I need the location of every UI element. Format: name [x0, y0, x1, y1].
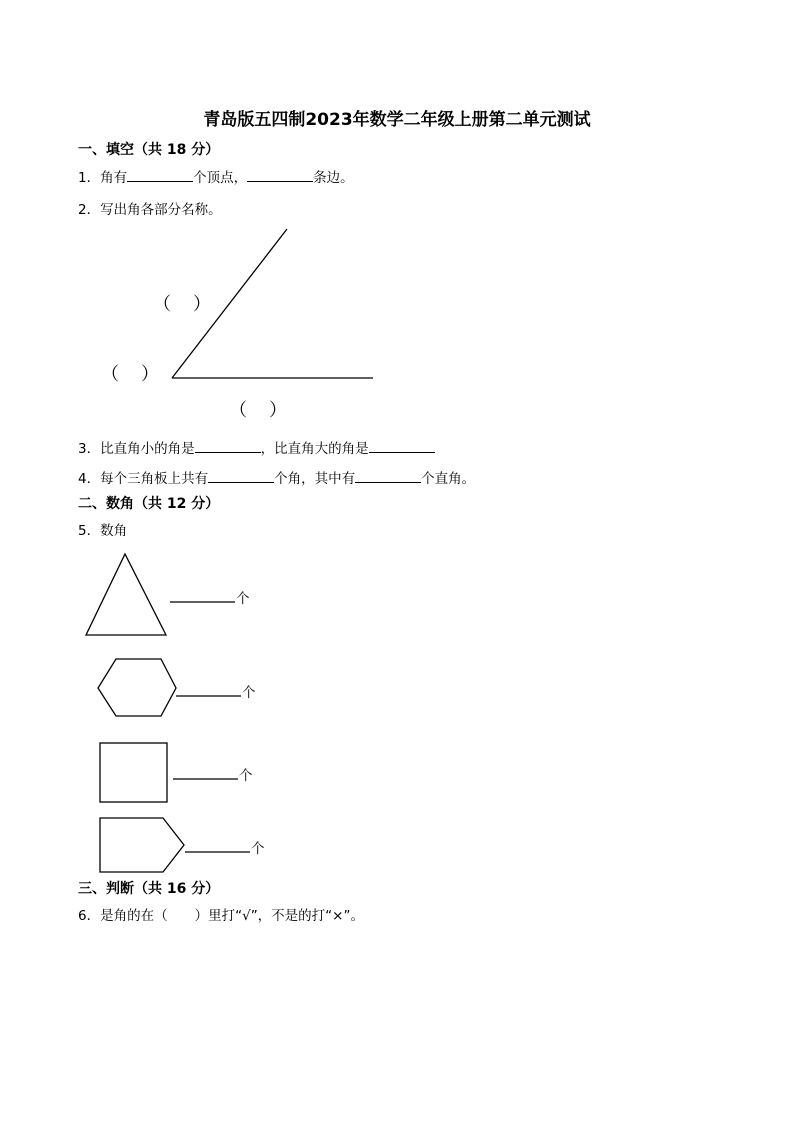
- paren-bottom-side-label[interactable]: （ ）: [229, 400, 287, 421]
- answer-blank[interactable]: [355, 470, 421, 483]
- section-true-false: 三、判断（共 16 分）: [78, 881, 220, 897]
- unit-label: 个: [236, 591, 250, 607]
- pentagon-shape: [100, 818, 184, 872]
- paren-side-label[interactable]: （ ）: [153, 294, 211, 315]
- question-number: 4．: [78, 471, 101, 487]
- question-number: 6．: [78, 908, 101, 924]
- answer-blank[interactable]: [195, 440, 261, 453]
- question-2: 2．写出角各部分名称。: [78, 202, 222, 218]
- section-count-angles: 二、数角（共 12 分）: [78, 496, 220, 512]
- paren-vertex-label[interactable]: （ ）: [101, 364, 159, 385]
- answer-blank[interactable]: [369, 440, 435, 453]
- hexagon-shape: [98, 659, 176, 716]
- section-fill-blank: 一、填空（共 18 分）: [78, 142, 220, 158]
- page-title: 青岛版五四制2023年数学二年级上册第二单元测试: [203, 110, 591, 130]
- question-number: 1．: [78, 170, 101, 186]
- question-number: 3．: [78, 441, 101, 457]
- square-shape: [100, 743, 167, 802]
- triangle-shape: [86, 554, 166, 635]
- question-4: 4．每个三角板上共有 个角，其中有 个直角。: [78, 471, 476, 487]
- unit-label: 个: [251, 841, 265, 857]
- answer-blank[interactable]: [208, 470, 274, 483]
- question-number: 2．: [78, 202, 101, 218]
- question-1: 1．角有 个顶点， 条边。: [78, 170, 354, 186]
- question-5: 5．数角: [78, 523, 128, 539]
- question-3: 3．比直角小的角是 ，比直角大的角是: [78, 437, 435, 457]
- unit-label: 个: [239, 768, 253, 784]
- unit-label: 个: [242, 685, 256, 701]
- question-number: 5．: [78, 523, 101, 539]
- question-6: 6．是角的在（ ）里打“√”，不是的打“×”。: [78, 908, 364, 924]
